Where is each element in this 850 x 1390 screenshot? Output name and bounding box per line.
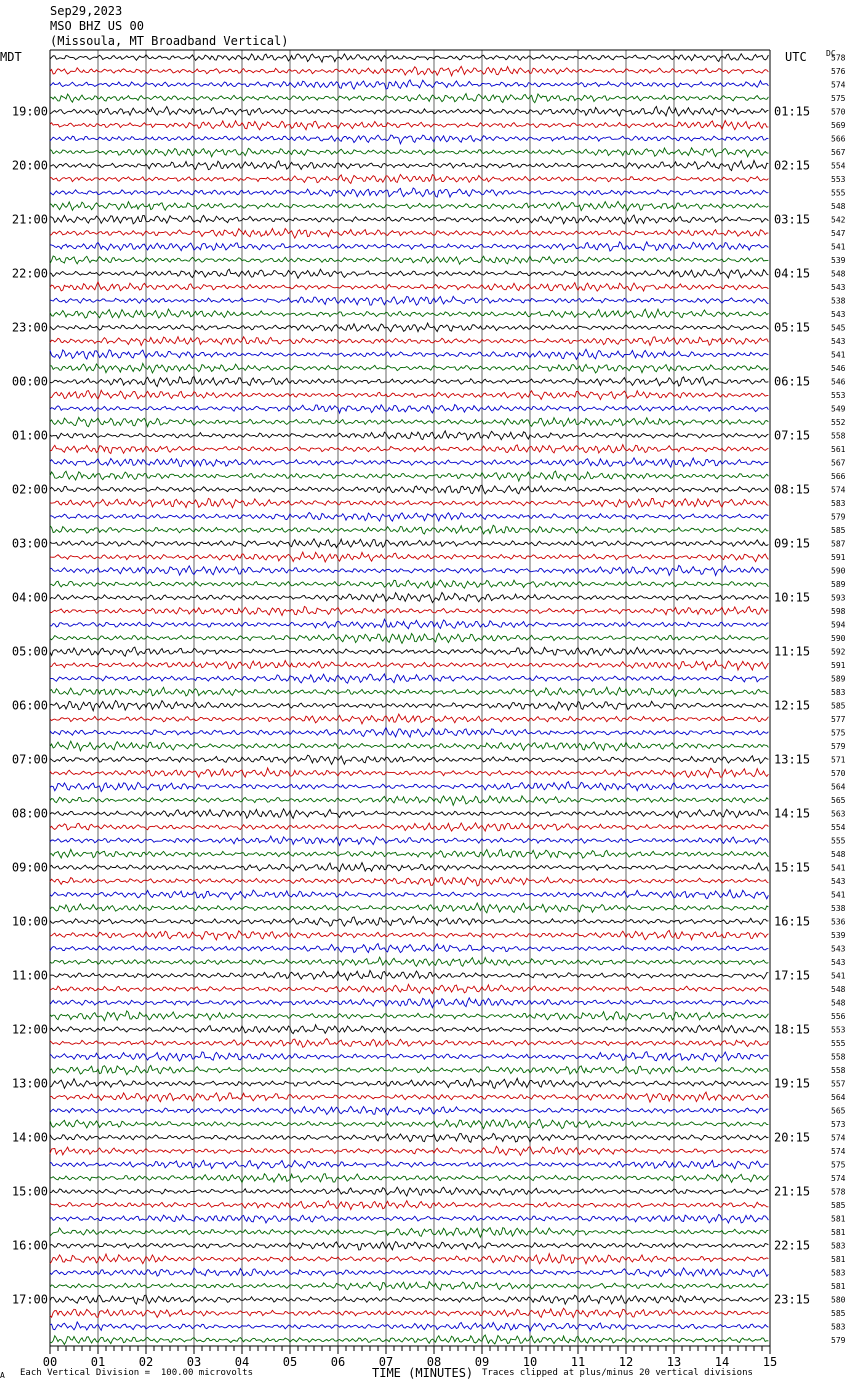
left-hour-label: 03:00 — [11, 536, 48, 551]
x-tick-label: 14 — [714, 1355, 730, 1369]
seismic-trace — [50, 269, 768, 278]
seismic-trace — [50, 121, 768, 130]
x-tick-label: 05 — [282, 1355, 298, 1369]
trace-dc-value: 578 — [831, 1187, 846, 1197]
seismic-trace — [50, 1268, 768, 1277]
trace-dc-value: 575 — [831, 94, 846, 103]
trace-dc-value: 571 — [831, 755, 846, 765]
seismic-trace — [50, 809, 768, 818]
trace-dc-value: 574 — [831, 1133, 846, 1143]
trace-dc-value: 543 — [831, 310, 846, 319]
seismic-trace — [50, 890, 768, 900]
trace-dc-value: 538 — [831, 904, 846, 913]
trace-dc-value: 541 — [831, 350, 846, 360]
seismic-trace — [50, 201, 768, 210]
seismic-trace — [50, 1282, 768, 1291]
seismic-trace — [50, 755, 768, 764]
trace-dc-value: 570 — [831, 107, 846, 117]
left-hour-label: 21:00 — [11, 212, 48, 227]
trace-dc-value: 564 — [831, 782, 846, 792]
trace-dc-value: 585 — [831, 1309, 846, 1318]
seismic-trace — [50, 458, 768, 467]
seismic-trace — [50, 1133, 768, 1142]
left-hour-label: 20:00 — [11, 158, 48, 173]
seismic-trace — [50, 768, 768, 777]
seismic-trace — [50, 309, 768, 318]
trace-dc-value: 583 — [831, 1241, 846, 1251]
right-timezone-label: UTC — [785, 50, 807, 64]
seismic-trace — [50, 836, 768, 845]
seismic-trace — [50, 188, 768, 197]
seismic-trace — [50, 471, 768, 481]
left-hour-label: 13:00 — [11, 1076, 48, 1091]
seismic-trace — [50, 674, 768, 683]
division-note: Each Vertical Division = 100.00 microvolts — [20, 1368, 253, 1378]
x-tick-label: 06 — [330, 1355, 346, 1369]
trace-dc-value: 587 — [831, 539, 846, 549]
right-hour-label: 16:15 — [774, 914, 811, 929]
trace-dc-value: 590 — [831, 634, 846, 643]
trace-dc-value: 578 — [831, 53, 846, 63]
seismic-trace — [50, 229, 768, 239]
trace-dc-value: 543 — [831, 337, 846, 346]
seismic-trace — [50, 823, 768, 831]
left-hour-label: 07:00 — [11, 752, 48, 767]
seismic-trace — [50, 160, 768, 170]
seismic-trace — [50, 135, 768, 144]
seismic-trace — [50, 363, 768, 373]
seismic-trace — [50, 1092, 768, 1102]
seismic-trace — [50, 1078, 768, 1088]
seismic-trace — [50, 1119, 768, 1128]
trace-dc-value: 577 — [831, 715, 846, 724]
right-hour-label: 11:15 — [774, 644, 811, 659]
seismic-trace — [50, 80, 768, 89]
trace-dc-value: 563 — [831, 809, 846, 819]
trace-dc-value: 545 — [831, 323, 846, 333]
trace-dc-value: 579 — [831, 512, 846, 522]
trace-dc-value: 585 — [831, 1201, 846, 1210]
right-hour-label: 19:15 — [774, 1076, 811, 1091]
seismic-trace — [50, 1335, 768, 1344]
trace-dc-value: 589 — [831, 580, 846, 589]
trace-dc-value: 548 — [831, 850, 846, 859]
trace-dc-value: 543 — [831, 877, 846, 886]
seismic-trace — [50, 1052, 768, 1062]
seismic-trace — [50, 633, 768, 643]
seismic-trace — [50, 349, 768, 359]
left-hour-label: 16:00 — [11, 1238, 48, 1253]
trace-dc-value: 546 — [831, 364, 846, 373]
seismic-trace — [50, 877, 768, 886]
seismic-trace — [50, 1214, 768, 1223]
seismic-trace — [50, 916, 768, 926]
seismic-trace — [50, 1025, 768, 1034]
seismic-trace — [50, 148, 768, 157]
trace-dc-value: 575 — [831, 1160, 846, 1170]
trace-dc-value: 548 — [831, 985, 846, 994]
left-hour-label: 19:00 — [11, 104, 48, 119]
trace-dc-value: 536 — [831, 917, 846, 927]
trace-dc-value: 594 — [831, 620, 846, 630]
seismic-trace — [50, 296, 768, 305]
plot-date: Sep29,2023 — [50, 4, 123, 18]
right-hour-label: 18:15 — [774, 1022, 811, 1037]
seismic-trace — [50, 1295, 768, 1304]
trace-dc-value: 546 — [831, 377, 846, 387]
seismic-trace — [50, 417, 768, 426]
left-hour-label: 08:00 — [11, 806, 48, 821]
seismic-trace — [50, 1106, 768, 1115]
x-tick-label: 15 — [762, 1355, 778, 1369]
trace-dc-value: 585 — [831, 526, 846, 535]
trace-dc-value: 555 — [831, 836, 846, 846]
right-hour-label: 09:15 — [774, 536, 811, 551]
right-hour-label: 12:15 — [774, 698, 811, 713]
left-hour-label: 12:00 — [11, 1022, 48, 1037]
left-hour-label: 02:00 — [11, 482, 48, 497]
seismic-trace — [50, 970, 768, 980]
trace-dc-value: 558 — [831, 1066, 846, 1075]
seismic-trace — [50, 647, 768, 656]
trace-dc-value: 583 — [831, 688, 846, 697]
x-tick-label: 12 — [618, 1355, 634, 1369]
seismic-trace — [50, 525, 768, 534]
right-hour-label: 17:15 — [774, 968, 811, 983]
seismic-trace — [50, 741, 768, 751]
trace-dc-value: 566 — [831, 472, 846, 481]
seismic-trace — [50, 592, 768, 602]
left-hour-label: 01:00 — [11, 428, 48, 443]
seismic-trace — [50, 1039, 768, 1048]
left-hour-label: 22:00 — [11, 266, 48, 281]
seismic-trace — [50, 1228, 768, 1237]
trace-dc-value: 591 — [831, 661, 846, 670]
trace-dc-value: 554 — [831, 161, 846, 171]
right-hour-label: 04:15 — [774, 266, 811, 281]
seismic-trace — [50, 498, 768, 507]
seismic-trace — [50, 944, 768, 953]
seismic-trace — [50, 565, 768, 575]
trace-dc-value: 548 — [831, 269, 846, 279]
trace-dc-value: 538 — [831, 296, 846, 306]
seismic-trace — [50, 957, 768, 966]
trace-dc-value: 556 — [831, 1012, 846, 1021]
trace-dc-value: 567 — [831, 458, 846, 468]
seismic-trace — [50, 242, 768, 251]
trace-dc-value: 561 — [831, 445, 846, 454]
seismic-trace — [50, 1065, 768, 1074]
left-hour-label: 14:00 — [11, 1130, 48, 1145]
x-axis-label: TIME (MINUTES) — [372, 1366, 474, 1380]
seismic-trace — [50, 998, 768, 1008]
trace-dc-value: 554 — [831, 823, 846, 832]
trace-dc-value: 581 — [831, 1282, 846, 1291]
left-hour-label: 15:00 — [11, 1184, 48, 1199]
trace-dc-value: 543 — [831, 944, 846, 954]
seismic-trace — [50, 1011, 768, 1021]
trace-dc-value: 583 — [831, 1268, 846, 1278]
seismic-trace — [50, 1146, 768, 1155]
seismic-trace — [50, 606, 768, 615]
seismic-trace — [50, 445, 768, 454]
left-hour-label: 06:00 — [11, 698, 48, 713]
seismic-trace — [50, 1308, 768, 1317]
x-tick-label: 04 — [234, 1355, 250, 1369]
trace-dc-value: 539 — [831, 256, 846, 265]
left-hour-label: 23:00 — [11, 320, 48, 335]
trace-dc-value: 555 — [831, 1039, 846, 1048]
right-hour-label: 02:15 — [774, 158, 811, 173]
seismic-trace — [50, 66, 768, 75]
seismic-trace — [50, 337, 768, 346]
trace-dc-value: 589 — [831, 674, 846, 684]
seismic-trace — [50, 54, 768, 62]
trace-dc-value: 580 — [831, 1295, 846, 1305]
seismic-trace — [50, 687, 768, 696]
trace-dc-value: 548 — [831, 202, 846, 211]
x-tick-label: 07 — [378, 1355, 394, 1369]
trace-dc-value: 553 — [831, 391, 846, 400]
seismic-trace — [50, 539, 768, 548]
seismic-trace — [50, 1254, 768, 1264]
trace-dc-value: 579 — [831, 1336, 846, 1345]
trace-dc-value: 543 — [831, 283, 846, 292]
trace-dc-value: 552 — [831, 418, 846, 427]
trace-dc-value: 581 — [831, 1228, 846, 1237]
dc-column-label: DC — [826, 49, 836, 58]
right-hour-label: 14:15 — [774, 806, 811, 821]
trace-dc-value: 574 — [831, 485, 846, 495]
left-hour-label: 04:00 — [11, 590, 48, 605]
x-tick-label: 03 — [186, 1355, 202, 1369]
trace-dc-value: 549 — [831, 404, 846, 414]
trace-dc-value: 581 — [831, 1214, 846, 1224]
seismic-trace — [50, 390, 768, 399]
trace-dc-value: 567 — [831, 148, 846, 157]
trace-dc-value: 583 — [831, 499, 846, 508]
trace-dc-value: 555 — [831, 188, 846, 198]
trace-dc-value: 581 — [831, 1255, 846, 1264]
trace-dc-value: 541 — [831, 863, 846, 873]
seismic-trace — [50, 1160, 768, 1168]
right-hour-label: 10:15 — [774, 590, 811, 605]
seismic-trace — [50, 323, 768, 332]
x-tick-label: 09 — [474, 1355, 490, 1369]
trace-dc-value: 591 — [831, 553, 846, 562]
right-hour-label: 05:15 — [774, 320, 811, 335]
trace-dc-value: 553 — [831, 175, 846, 184]
trace-dc-value: 539 — [831, 931, 846, 940]
right-hour-label: 03:15 — [774, 212, 811, 227]
seismic-trace — [50, 106, 768, 115]
right-hour-label: 21:15 — [774, 1184, 811, 1199]
seismic-trace — [50, 580, 768, 588]
x-tick-label: 00 — [42, 1355, 58, 1369]
seismic-trace — [50, 1174, 768, 1183]
trace-dc-value: 583 — [831, 1322, 846, 1332]
left-hour-label: 10:00 — [11, 914, 48, 929]
left-hour-label: 11:00 — [11, 968, 48, 983]
right-hour-label: 15:15 — [774, 860, 811, 875]
x-tick-label: 01 — [90, 1355, 106, 1369]
right-hour-label: 13:15 — [774, 752, 811, 767]
seismic-trace — [50, 552, 768, 562]
seismic-trace — [50, 728, 768, 738]
seismic-trace — [50, 1201, 768, 1210]
trace-dc-value: 541 — [831, 971, 846, 981]
trace-dc-value: 542 — [831, 215, 846, 225]
seismic-trace — [50, 256, 768, 264]
right-hour-label: 22:15 — [774, 1238, 811, 1253]
trace-dc-value: 575 — [831, 728, 846, 738]
trace-dc-value: 548 — [831, 998, 846, 1008]
right-hour-label: 23:15 — [774, 1292, 811, 1307]
seismic-trace — [50, 849, 768, 858]
x-tick-label: 10 — [522, 1355, 538, 1369]
seismic-trace — [50, 619, 768, 629]
seismic-trace — [50, 282, 768, 291]
seismic-trace — [50, 405, 768, 414]
left-hour-label: 17:00 — [11, 1292, 48, 1307]
trace-dc-value: 569 — [831, 121, 846, 130]
seismic-trace — [50, 1322, 768, 1332]
trace-dc-value: 574 — [831, 80, 846, 90]
seismic-trace — [50, 984, 768, 993]
x-tick-label: 13 — [666, 1355, 682, 1369]
seismic-trace — [50, 431, 768, 440]
trace-dc-value: 593 — [831, 593, 846, 603]
seismic-trace — [50, 512, 768, 521]
trace-dc-value: 585 — [831, 701, 846, 711]
right-hour-label: 07:15 — [774, 428, 811, 443]
seismic-trace — [50, 796, 768, 805]
trace-dc-value: 565 — [831, 1106, 846, 1116]
trace-dc-value: 541 — [831, 242, 846, 252]
left-timezone-label: MDT — [0, 50, 22, 64]
x-tick-label: 11 — [570, 1355, 586, 1369]
seismic-trace — [50, 94, 768, 103]
seismic-trace — [50, 1242, 768, 1250]
trace-dc-value: 576 — [831, 67, 846, 76]
seismic-trace — [50, 376, 768, 386]
logo-mark: A — [0, 1371, 5, 1380]
trace-dc-value: 541 — [831, 890, 846, 900]
trace-dc-value: 547 — [831, 229, 846, 238]
seismic-trace — [50, 660, 768, 670]
trace-dc-value: 543 — [831, 958, 846, 967]
trace-dc-value: 579 — [831, 742, 846, 751]
trace-dc-value: 557 — [831, 1079, 846, 1089]
seismic-trace — [50, 215, 768, 224]
trace-dc-value: 570 — [831, 769, 846, 778]
trace-dc-value: 564 — [831, 1093, 846, 1102]
station-code: MSO BHZ US 00 — [50, 19, 144, 33]
left-hour-label: 09:00 — [11, 860, 48, 875]
seismic-trace — [50, 863, 768, 872]
trace-dc-value: 574 — [831, 1147, 846, 1156]
trace-dc-value: 565 — [831, 796, 846, 805]
right-hour-label: 08:15 — [774, 482, 811, 497]
clip-note: Traces clipped at plus/minus 20 vertical divisions — [482, 1368, 753, 1378]
seismic-trace — [50, 930, 768, 939]
right-hour-label: 01:15 — [774, 104, 811, 119]
trace-dc-value: 590 — [831, 566, 846, 576]
x-tick-label: 02 — [138, 1355, 154, 1369]
trace-dc-value: 558 — [831, 1052, 846, 1062]
seismic-trace — [50, 714, 768, 724]
trace-dc-value: 566 — [831, 134, 846, 144]
seismic-trace — [50, 485, 768, 494]
left-hour-label: 00:00 — [11, 374, 48, 389]
x-tick-label: 08 — [426, 1355, 442, 1369]
seismic-trace — [50, 782, 768, 792]
right-hour-label: 20:15 — [774, 1130, 811, 1145]
trace-dc-value: 573 — [831, 1120, 846, 1129]
trace-dc-value: 574 — [831, 1174, 846, 1183]
station-location: (Missoula, MT Broadband Vertical) — [50, 34, 289, 48]
seismic-trace — [50, 903, 768, 913]
trace-dc-value: 553 — [831, 1025, 846, 1035]
seismic-trace — [50, 701, 768, 711]
trace-dc-value: 598 — [831, 607, 846, 616]
trace-dc-value: 558 — [831, 431, 846, 441]
seismic-trace — [50, 1187, 768, 1196]
left-hour-label: 05:00 — [11, 644, 48, 659]
right-hour-label: 06:15 — [774, 374, 811, 389]
seismic-trace — [50, 174, 768, 183]
trace-dc-value: 592 — [831, 647, 846, 657]
